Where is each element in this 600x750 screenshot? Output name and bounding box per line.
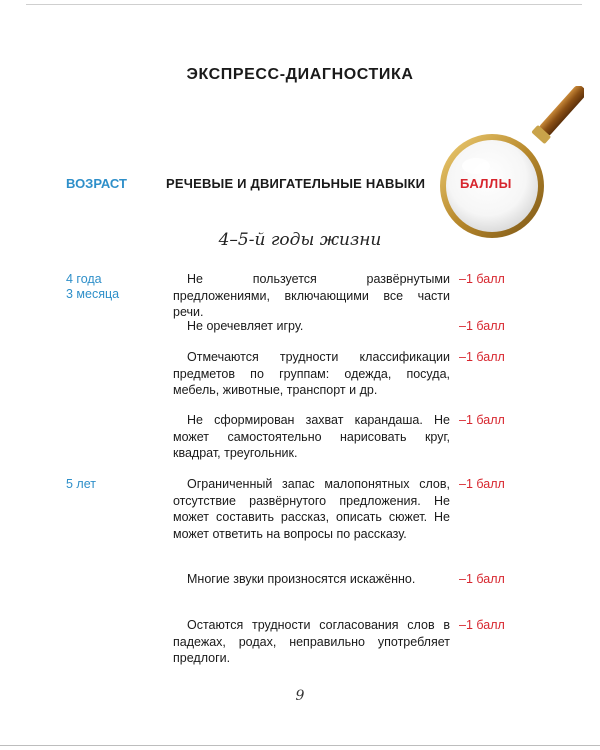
age-column-header: ВОЗРАСТ [66,176,127,191]
page-number: 9 [295,688,305,704]
score-value: –1 балл [459,272,505,286]
top-divider [26,4,582,5]
skills-column-header: РЕЧЕВЫЕ И ДВИГАТЕЛЬНЫЕ НАВЫКИ [166,176,426,191]
section-subheading: 4–5-й годы жизни [218,230,382,250]
diagnostic-item: Не сформирован захват карандаша. Не может самостоятельно нарисовать круг, квадрат, треугольник. [173,413,450,460]
page-title: ЭКСПРЕСС-ДИАГНОСТИКА [186,66,414,83]
diagnostic-item: Остаются трудности согласования слов в падежах, родах, неправильно употребляет предлоги. [173,618,450,665]
diagnostic-item: Отмечаются трудности классификации предметов по группам: одежда, посуда, мебель, животные, транспорт и др. [173,350,450,397]
diagnostic-item: Многие звуки произносятся искажённо. [187,572,416,586]
score-value: –1 балл [459,350,505,364]
score-value: –1 балл [459,572,505,586]
diagnostic-item: Ограниченный запас малопонятных слов, отсутствие развёрнутого предложения. Не может составить рассказ, описать сюжет. Не может ответить на вопросы по рассказу. [173,477,450,541]
magnifier-icon [434,86,584,246]
age-label: 4 года 3 месяца [66,272,120,301]
score-value: –1 балл [459,618,505,632]
diagnostic-item: Не пользуется развёрнутыми предложениями, включающими все части речи. [173,272,450,319]
score-value: –1 балл [459,319,505,333]
score-value: –1 балл [459,413,505,427]
score-column-header: БАЛЛЫ [460,176,512,191]
diagnostic-item: Не оречевляет игру. [187,319,304,333]
age-label: 5 лет [66,477,96,491]
score-value: –1 балл [459,477,505,491]
bottom-divider [0,745,600,746]
